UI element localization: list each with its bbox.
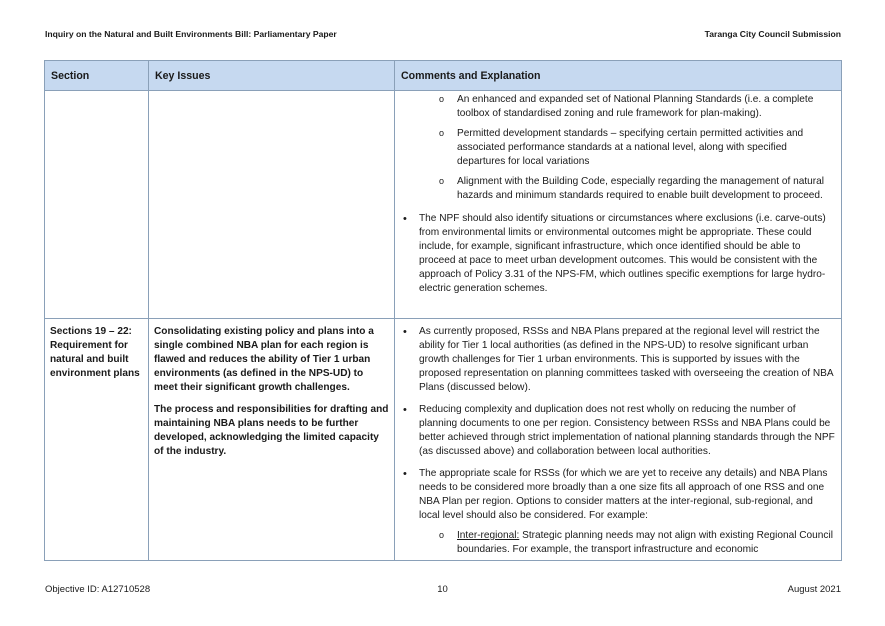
sub-list-item: o Permitted development standards – specifying certain permitted activities and associated performance standards at a national level, along with specified departures for local variations: [400, 127, 836, 169]
column-header-section: Section: [45, 61, 149, 91]
sub-list-item: o An enhanced and expanded set of National Planning Standards (i.e. a complete toolbox of standardised zoning and rule framework for plan-making).: [400, 93, 836, 121]
bullet-item: • As currently proposed, RSSs and NBA Plans prepared at the regional level will restrict the ability for Tier 1 local authorities (as defined in the NPS-UD) to resolve significant urban growth challenges for Tier 1 urban environments. This is supported by issues with the proposed representation on planning committees tasked with overseeing the creation of NBA Plans (discussed below).: [400, 325, 836, 395]
sub-item-text: Strategic planning needs may not align with existing Regional Council boundaries. For example, the transport infrastructure and economic: [457, 530, 833, 555]
key-issues-cell: [149, 91, 395, 319]
bullet-item: • Reducing complexity and duplication does not rest wholly on reducing the number of planning documents to one per region. Consistency between RSSs and NBA Plans could be better achieved through strict implementation of national planning standards through the NPF (as discussed above) and collaboration between local authorities.: [400, 403, 836, 459]
bullet-text: The appropriate scale for RSSs (for which we are yet to receive any details) and NBA Plans needs to be considered more broadly than a one size fits all approach of one RSS and one NBA Plan per region. Options to consider matters at the inter-regional, sub-regional, and local level should also be considered. For example:: [419, 468, 828, 521]
comments-cell: [395, 91, 842, 319]
bullet-list: [400, 212, 836, 296]
footer-date: August 2021: [787, 584, 841, 595]
bullet-item: • The NPF should also identify situations or circumstances where exclusions (i.e. carve-outs) from environmental limits or environmental outcomes might be appropriate. These could include, for example, significant infrastructure, which once identified should be able to proceed at pace to meet urban development outcomes. This would be consistent with the approach of Policy 3.31 of the NPS-FM, which outlines specific exemptions for large hydro-electric generation schemes.: [400, 212, 836, 296]
column-header-comments: Comments and Explanation: [395, 61, 842, 91]
footer-page-number: 10: [437, 584, 448, 595]
sub-list: [400, 529, 836, 557]
key-issue-paragraph: Consolidating existing policy and plans into a single combined NBA plan for each region is flawed and reduces the ability of Tier 1 urban environments (as defined in the NPS-UD) to meet their significant growth challenges.: [154, 326, 374, 393]
key-issues-cell: [149, 319, 395, 561]
sub-list-item: [400, 529, 836, 557]
bullet-item: [400, 467, 836, 523]
table-header-row: [45, 61, 842, 91]
column-header-key-issues: Key Issues: [149, 61, 395, 91]
section-cell: Sections 19 – 22: Requirement for natural and built environment plans: [45, 319, 149, 561]
section-cell: [45, 91, 149, 319]
footer-objective-id: Objective ID: A12710528: [45, 584, 151, 595]
sub-list: [400, 93, 836, 203]
table-row: [45, 319, 842, 561]
key-issue-paragraph: The process and responsibilities for drafting and maintaining NBA plans needs to be further developed, acknowledging the limited capacity of the industry.: [154, 404, 389, 457]
sub-item-label: Inter-regional:: [457, 530, 520, 541]
bullet-list: [400, 325, 836, 523]
comments-cell: [395, 319, 842, 561]
document-header-title: Inquiry on the Natural and Built Environments Bill: Parliamentary Paper: [45, 29, 337, 39]
table-row: [45, 91, 842, 319]
sub-list-item: o Alignment with the Building Code, especially regarding the management of natural hazards and minimum standards required to enable built development to proceed.: [400, 175, 836, 203]
document-header-submitter: Taranga City Council Submission: [704, 29, 841, 39]
submission-table: [44, 60, 842, 561]
